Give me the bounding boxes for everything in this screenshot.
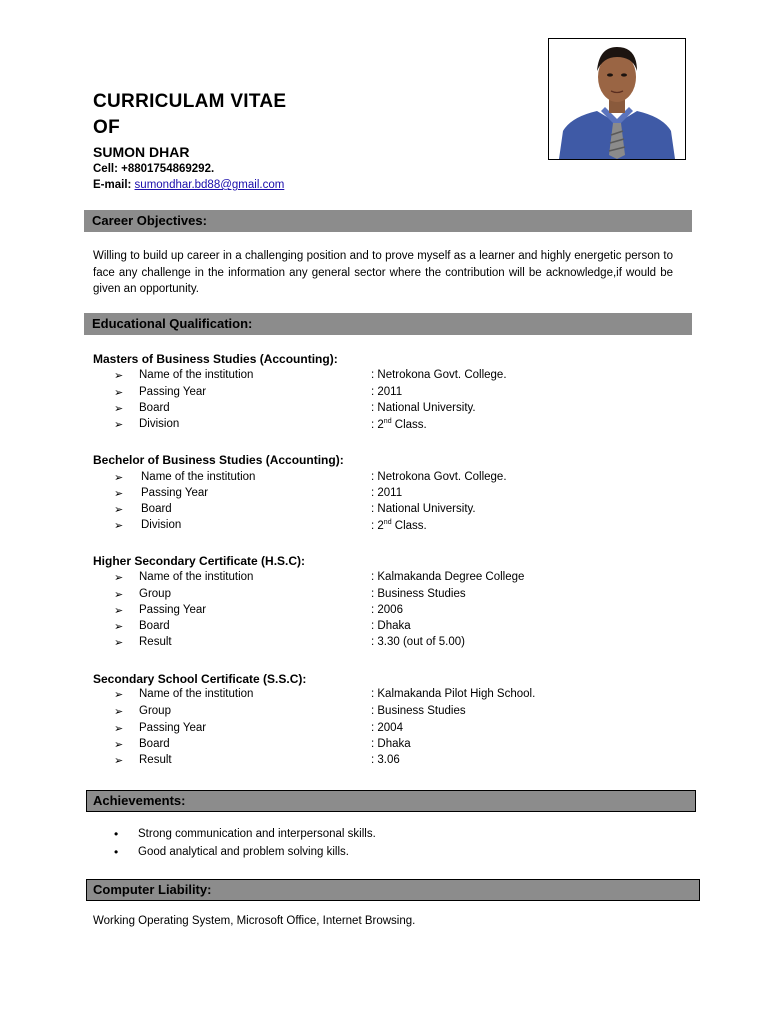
list-item: ➢ Name of the institution : Netrokona Govt. College.: [114, 369, 507, 382]
list-item: ➢ Name of the institution : Kalmakanda Degree College: [114, 571, 525, 584]
cv-title: CURRICULAM VITAE: [93, 91, 287, 112]
ssc-heading: Secondary School Certificate (S.S.C):: [93, 672, 307, 686]
arrow-bullet-icon: ➢: [114, 419, 124, 431]
list-item: ➢ Board : National University.: [114, 503, 476, 516]
section-title: Achievements:: [93, 793, 186, 808]
career-objectives-text: Willing to build up career in a challenging position and to prove myself as a learner and highly energetic person to face any challenge in the information any general sector where the contribution will be acknowledge,if would be given an opportunity.: [93, 250, 673, 295]
section-title: Computer Liability:: [93, 882, 212, 897]
masters-heading: Masters of Business Studies (Accounting):: [93, 352, 338, 366]
arrow-bullet-icon: ➢: [114, 403, 124, 415]
list-item: ➢ Group : Business Studies: [114, 588, 466, 601]
list-item: ➢ Board : Dhaka: [114, 620, 411, 633]
section-title: Career Objectives:: [92, 213, 207, 228]
arrow-bullet-icon: ➢: [114, 387, 124, 399]
bachelor-heading: Bechelor of Business Studies (Accounting):: [93, 453, 344, 467]
achievements-header: [86, 790, 696, 812]
dot-bullet-icon: •: [114, 845, 119, 859]
email-label: E-mail:: [93, 179, 135, 191]
computer-skills-text: Working Operating System, Microsoft Office, Internet Browsing.: [93, 915, 416, 927]
career-objectives-header: [84, 210, 692, 232]
list-item: ➢ Name of the institution : Kalmakanda Pilot High School.: [114, 688, 536, 701]
email-line: [93, 179, 284, 191]
arrow-bullet-icon: ➢: [114, 472, 124, 484]
arrow-bullet-icon: ➢: [114, 689, 124, 701]
arrow-bullet-icon: ➢: [114, 572, 124, 584]
arrow-bullet-icon: ➢: [114, 605, 124, 617]
hsc-heading: Higher Secondary Certificate (H.S.C):: [93, 554, 306, 568]
list-item: ➢ Name of the institution : Netrokona Govt. College.: [114, 471, 507, 484]
arrow-bullet-icon: ➢: [114, 520, 124, 532]
list-item: ➢ Board : National University.: [114, 402, 476, 415]
dot-bullet-icon: •: [114, 827, 119, 841]
list-item: ➢ Result : 3.06: [114, 754, 400, 767]
list-item: ➢ Passing Year : 2004: [114, 722, 403, 735]
list-item: ➢ Passing Year : 2011: [114, 386, 403, 399]
arrow-bullet-icon: ➢: [114, 370, 124, 382]
arrow-bullet-icon: ➢: [114, 488, 124, 500]
computer-liability-header: [86, 879, 700, 901]
list-item: ➢ Division : 2nd Class.: [114, 418, 427, 431]
education-header: [84, 313, 692, 335]
list-item: ➢ Division : 2nd Class.: [114, 519, 427, 532]
list-item: ➢ Passing Year : 2011: [114, 487, 403, 500]
arrow-bullet-icon: ➢: [114, 739, 124, 751]
cell-number: Cell: +8801754869292.: [93, 163, 215, 175]
person-photo-icon: [549, 39, 685, 159]
arrow-bullet-icon: ➢: [114, 755, 124, 767]
arrow-bullet-icon: ➢: [114, 504, 124, 516]
arrow-bullet-icon: ➢: [114, 706, 124, 718]
candidate-name: SUMON DHAR: [93, 144, 190, 160]
list-item: ➢ Result : 3.30 (out of 5.00): [114, 636, 465, 649]
arrow-bullet-icon: ➢: [114, 621, 124, 633]
list-item: ➢ Group : Business Studies: [114, 705, 466, 718]
arrow-bullet-icon: ➢: [114, 723, 124, 735]
profile-photo: [548, 38, 686, 160]
section-title: Educational Qualification:: [92, 316, 253, 331]
list-item: ➢ Passing Year : 2006: [114, 604, 403, 617]
list-item: ➢ Board : Dhaka: [114, 738, 411, 751]
arrow-bullet-icon: ➢: [114, 589, 124, 601]
email-link[interactable]: sumondhar.bd88@gmail.com: [134, 179, 285, 191]
cv-title-of: OF: [93, 117, 120, 138]
arrow-bullet-icon: ➢: [114, 637, 124, 649]
